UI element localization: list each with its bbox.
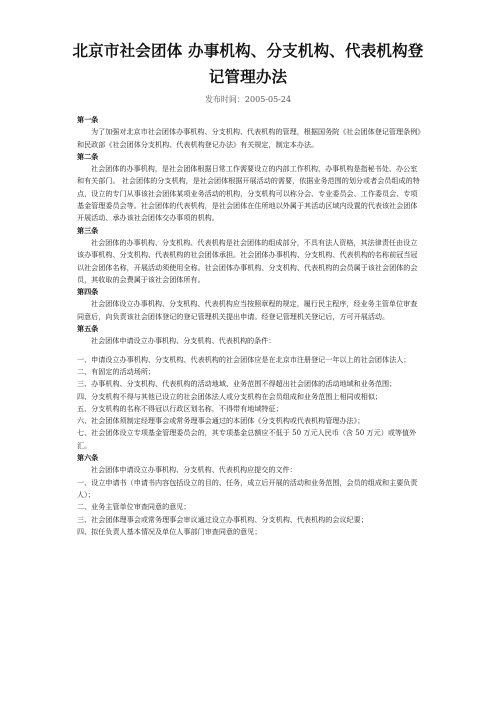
list-item: 四、分支机构不得与其他已设立的社会团体法人或分支机构在会员组成和业务范围上相同或相似； xyxy=(77,391,383,401)
list-item: 三、办事机构、分支机构、代表机构的活动地域、业务范围不得超出社会团体的活动地域和业务范围； xyxy=(77,379,397,389)
article-heading: 第四条 xyxy=(77,287,99,297)
article-heading: 第二条 xyxy=(77,151,99,161)
article-heading: 第六条 xyxy=(77,453,99,463)
article-paragraph: 社会团体设立办事机构、分支机构、代表机构应当按照章程的规定，履行民主程序，经业务主管单位审查同意后，向负责该社会团体登记的登记管理机关提出申请。经登记管理机关登记后，方可开展活动。 xyxy=(77,299,418,321)
article-heading: 第一条 xyxy=(77,115,99,124)
article-paragraph: 为了加强对北京市社会团体办事机构、分支机构、代表机构的管理，根据国务院《社会团体登记管理条例》和民政部《社会团体分支机构、代表机构登记办法》有关规定，制定本办法。 xyxy=(77,127,421,149)
list-item: 七、社会团体设立专项基金管理委员会的，其专项基金总额应不低于 50 万元人民币（含 50 万元）或等值外汇。 xyxy=(77,428,417,450)
article-paragraph: 社会团体的办事机构、分支机构、代表机构是社会团体的组成部分，不具有法人资格，其法律责任由设立该办事机构、分支机构、代表机构的社会团体承担。社会团体办事机构、分支机构、代表机构的名称前冠当冠以社会团体名称，开展活动须使用全称。社会团体办事机构、分支机构、代表机构的会员属于该社会团体的会员，其收取的会费属于该社会团体所有。 xyxy=(77,237,418,284)
document-title xyxy=(40,38,456,90)
list-item: 二、业务主管单位审查同意的意见； xyxy=(77,502,191,512)
title-line-1: 北京市社会团体 办事机构、分支机构、代表机构登 xyxy=(72,42,424,60)
list-item: 一、设立申请书（申请书内容包括设立的目的、任务，成立后开展的活动和业务范围，会员的组成和主要负责人）； xyxy=(77,477,418,499)
list-item: 三、社会团体理事会或常务理事会审议通过设立办事机构、分支机构、代表机构的会议纪要； xyxy=(77,514,368,524)
article-paragraph: 社会团体申请设立办事机构、分支机构、代表机构的条件： xyxy=(91,336,276,346)
document-body xyxy=(77,114,421,538)
publish-date: 发布时间：2005-05-24 xyxy=(204,95,292,104)
article-heading: 第五条 xyxy=(77,324,99,334)
list-item: 二、有固定的活动场所； xyxy=(77,366,156,376)
article-paragraph: 社会团体的办事机构，是社会团体根据日常工作需要设立的内部工作机构，办事机构是指秘书处、办公室和有关部门。 社会团体的分支机构，是社会团体根据开展活动的需要，依据业务范围的划分或者会员组成的特点，设立的专门从事该社会团体某项业务活动的机构，分支机构可以称分会、专业委员会、工作委员会、专项基金管理委员会等。社会团体的代表机构，是社会团体在住所地以外属于其活动区域内设置的代表该社会团体开展活动、承办该社会团体交办事项的机构。 xyxy=(77,164,420,223)
title-line-2: 记管理办法 xyxy=(208,68,288,86)
list-item: 六、社会团体须制定经理事会或常务理事会通过的本团体《分支机构或代表机构管理办法》； xyxy=(77,416,365,426)
list-item: 五、分支机构的名称不得冠以行政区划名称，不得带有地域特征； xyxy=(77,403,283,413)
list-item: 四、拟任负责人基本情况及单位人事部门审查同意的意见； xyxy=(77,526,262,536)
article-paragraph: 社会团体申请设立办事机构、分支机构、代表机构应提交的文件： xyxy=(91,465,297,475)
list-item: 一、申请设立办事机构、分支机构、代表机构的社会团体应是在北京市注册登记一年以上的社会团体法人； xyxy=(77,354,411,364)
article-heading: 第三条 xyxy=(77,225,99,235)
